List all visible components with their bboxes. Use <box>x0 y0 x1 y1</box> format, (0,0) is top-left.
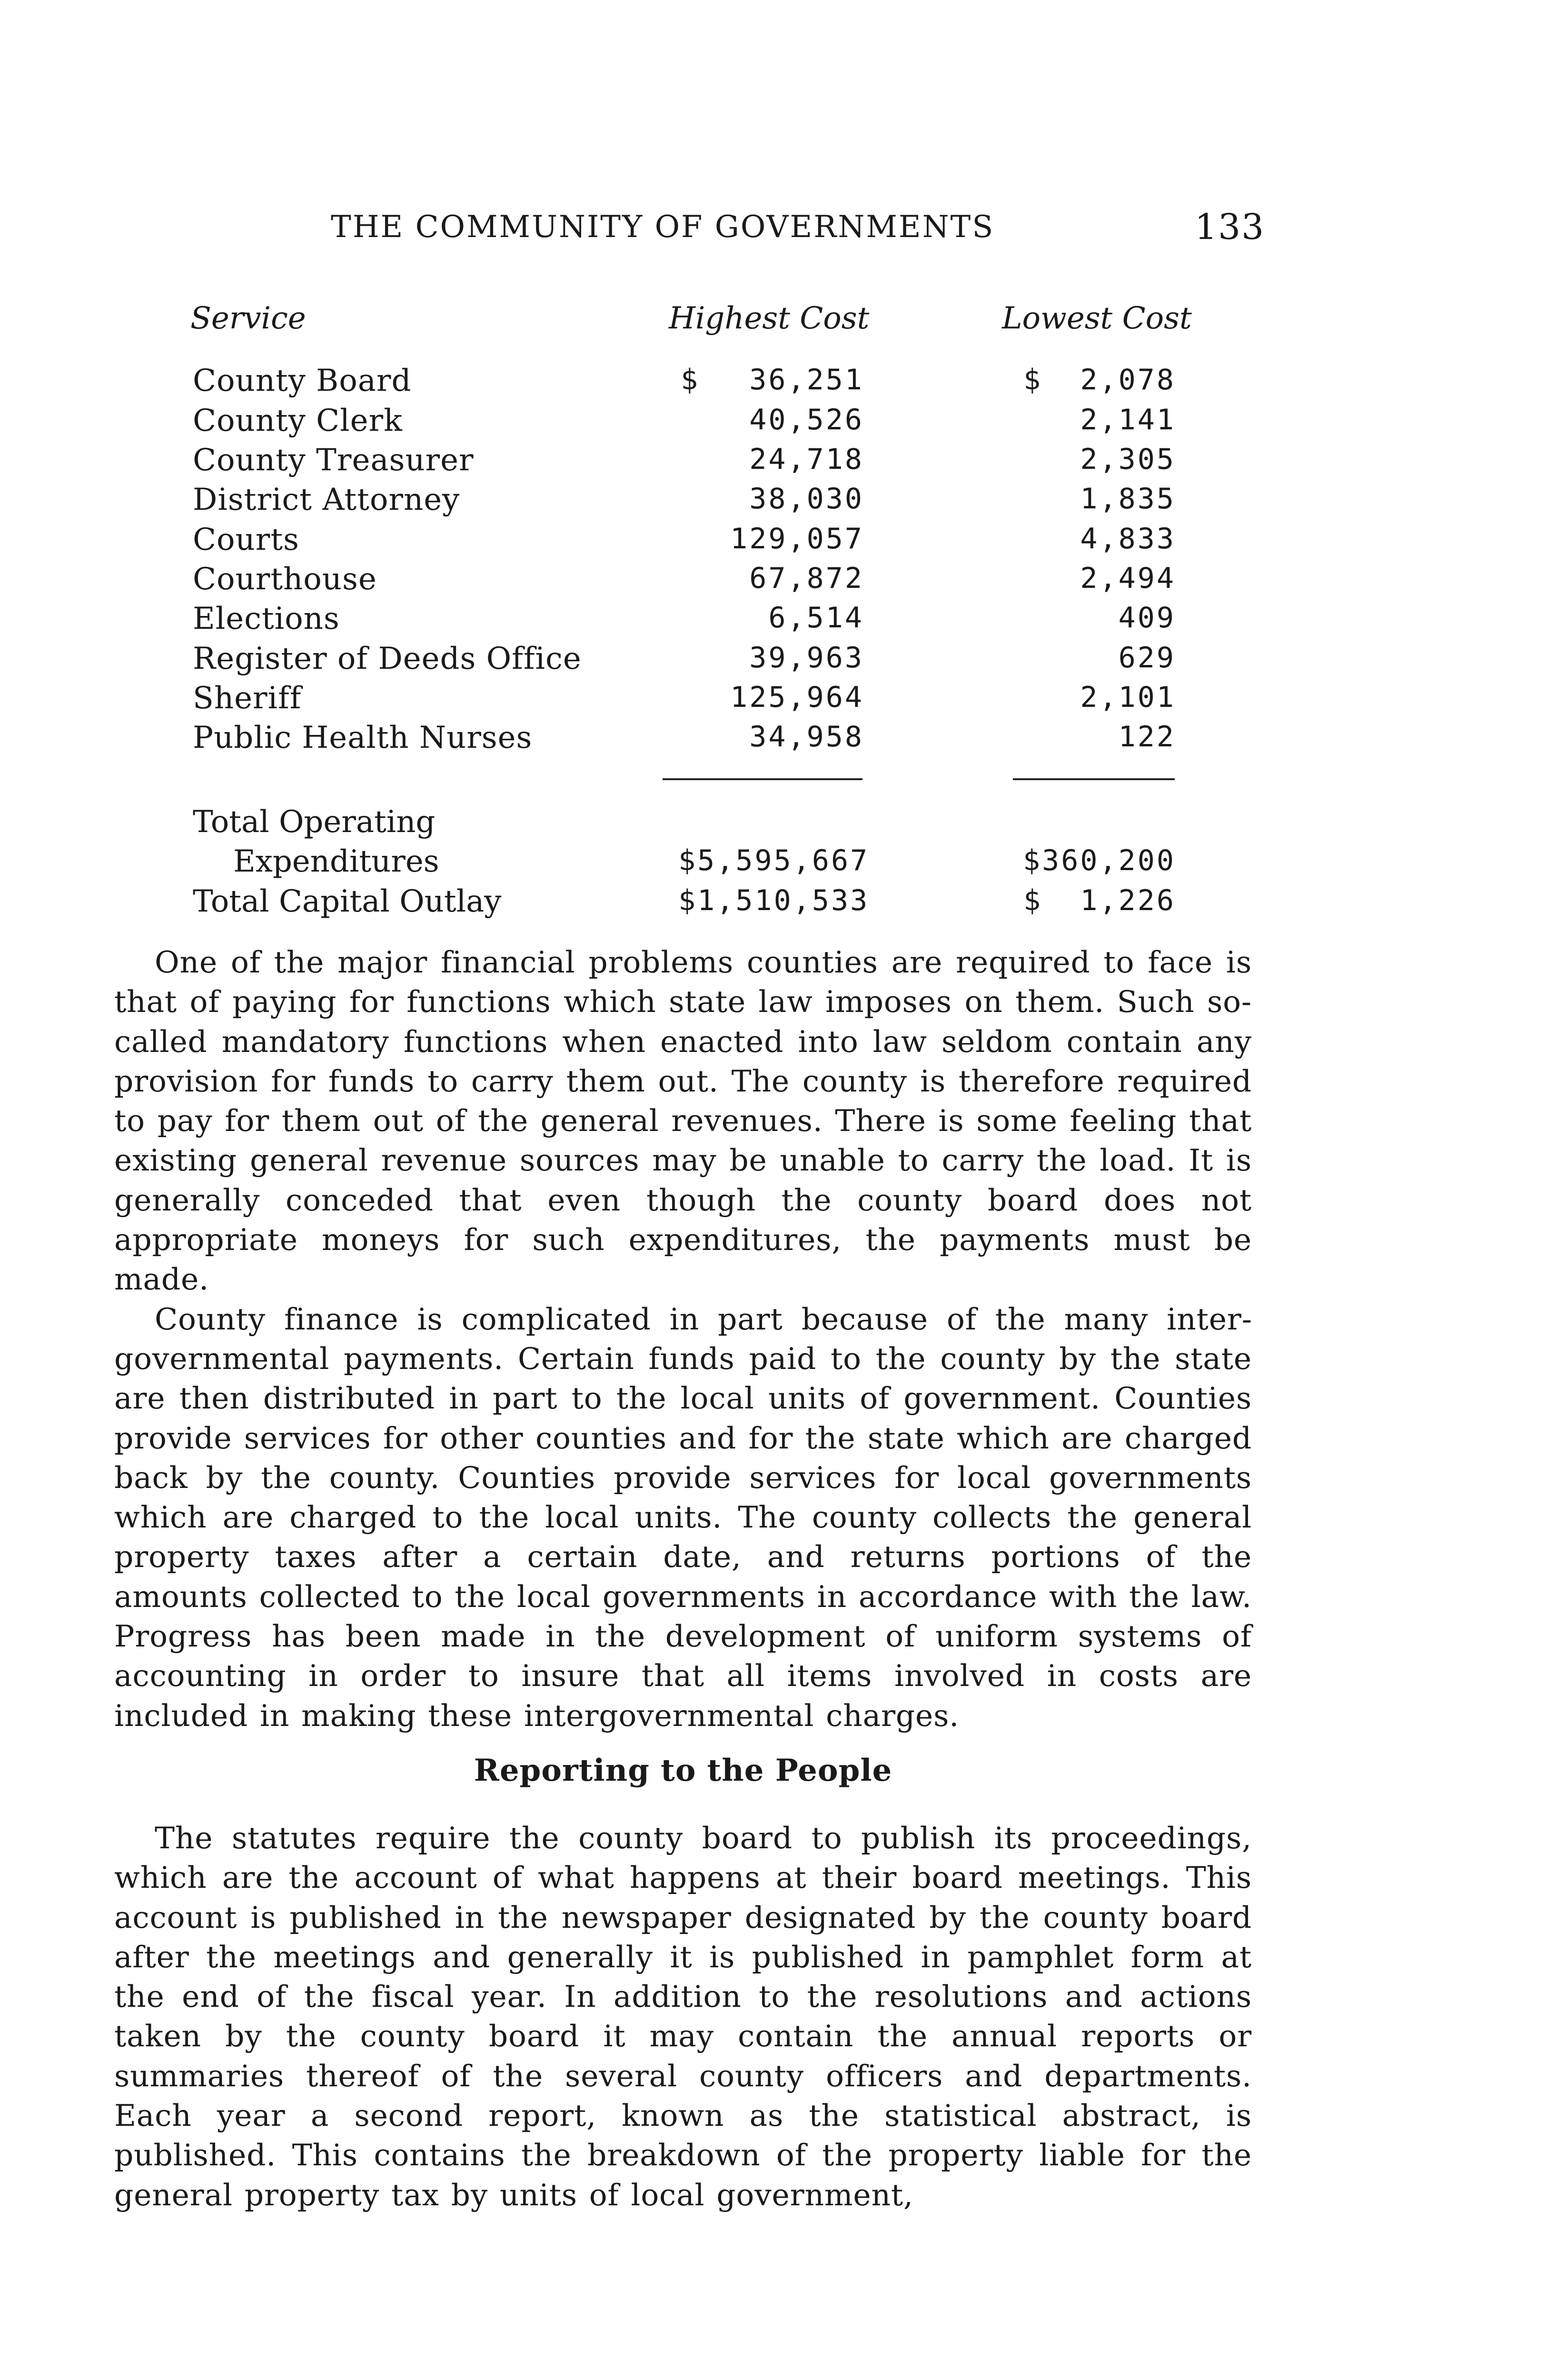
currency-symbol: $ <box>681 363 698 397</box>
service-name: Sheriff <box>193 681 302 716</box>
table-row <box>0 403 1546 443</box>
service-name: County Treasurer <box>193 443 474 478</box>
service-name: Register of Deeds Office <box>193 641 582 676</box>
total-rule-lowest <box>1013 778 1175 780</box>
service-name: County Clerk <box>193 403 403 438</box>
service-name: Elections <box>193 601 340 636</box>
paragraph-county-finance: County finance is complicated in part because of the many intergovernmental payments. Certain funds paid to the county by the state are then distributed in part to the local units of government. Counties provide services for other counties and for the state which are charged back by the county. Counties provide services for local governments which are charged to the local units. The county collects the general property taxes after a certain date, and returns portions of the amounts collected to the local governments in accordance with the law. Progress has been made in the development of uniform systems of accounting in order to insure that all items involved in costs are included in making these intergovernmental charges. <box>114 1301 1252 1733</box>
total-rule-highest <box>663 778 862 780</box>
total-capital-highest: $1,510,533 <box>678 884 870 917</box>
table-row <box>0 562 1546 602</box>
paragraph-mandatory-functions: One of the major financial problems counties are required to face is that of paying for functions which state law imposes on them. Such so-called mandatory functions when enacted into law seldom contain any provision for funds to carry them out. The county is therefore required to pay for them out of the general revenues. There is some feeling that existing general revenue sources may be unable to carry the load. It is generally conceded that even though the county board does not appropriate moneys for such expenditures, the payments must be made. <box>114 945 1252 1297</box>
cost-table <box>0 0 1546 933</box>
total-operating-lowest: $360,200 <box>1023 844 1176 877</box>
total-capital-label: Total Capital Outlay <box>193 884 502 919</box>
table-row <box>0 641 1546 681</box>
lowest-cost-value: 2,141 <box>1080 403 1176 436</box>
table-row <box>0 482 1546 522</box>
service-name: Public Health Nurses <box>193 720 533 755</box>
highest-cost-value: 6,514 <box>768 601 864 635</box>
lowest-cost-value: 1,835 <box>1080 482 1176 516</box>
lowest-cost-value: 2,101 <box>1080 681 1176 714</box>
highest-cost-value: 24,718 <box>749 443 864 476</box>
highest-cost-value: 36,251 <box>749 363 864 397</box>
column-header-highest-cost: Highest Cost <box>669 301 870 336</box>
lowest-cost-value: 2,305 <box>1080 443 1176 476</box>
lowest-cost-value: 4,833 <box>1080 522 1176 555</box>
highest-cost-value: 39,963 <box>749 641 864 674</box>
lowest-cost-value: 2,494 <box>1080 562 1176 595</box>
currency-symbol: $ <box>1023 363 1041 397</box>
page-number: 133 <box>1195 207 1265 248</box>
highest-cost-value: 125,964 <box>730 681 864 714</box>
highest-cost-value: 67,872 <box>749 562 864 595</box>
table-row <box>0 443 1546 483</box>
highest-cost-value: 34,958 <box>749 720 864 754</box>
table-row <box>0 363 1546 403</box>
table-row <box>0 681 1546 721</box>
table-row <box>0 720 1546 760</box>
service-name: District Attorney <box>193 482 460 517</box>
paragraph-reporting: The statutes require the county board to publish its proceedings, which are the account of what happens at their board meetings. This account is published in the newspaper designated by the county board after the meetings and generally it is published in pamphlet form at the end of the fiscal year. In addition to the resolutions and actions taken by the county board it may contain the annual reports or summaries thereof of the several county officers and departments. Each year a second report, known as the statistical abstract, is published. This contains the breakdown of the property liable for the general property tax by units of local government, <box>114 1821 1252 2212</box>
lowest-cost-value: 2,078 <box>1080 363 1176 397</box>
service-name: County Board <box>193 363 412 398</box>
running-title: THE COMMUNITY OF GOVERNMENTS <box>331 209 995 245</box>
highest-cost-value: 38,030 <box>749 482 864 516</box>
highest-cost-value: 40,526 <box>749 403 864 436</box>
column-header-lowest-cost: Lowest Cost <box>1002 301 1192 336</box>
lowest-cost-value: 122 <box>1118 720 1176 754</box>
total-capital-lowest: 1,226 <box>1080 884 1176 917</box>
body-text-block <box>114 1818 1252 2215</box>
body-text-block <box>114 942 1252 1735</box>
highest-cost-value: 129,057 <box>730 522 864 555</box>
lowest-cost-value: 409 <box>1118 601 1176 635</box>
lowest-cost-value: 629 <box>1118 641 1176 674</box>
total-operating-label-continued: Expenditures <box>233 844 439 879</box>
column-header-service: Service <box>190 301 306 336</box>
section-heading: Reporting to the People <box>474 1753 892 1788</box>
total-operating-highest: $5,595,667 <box>678 844 870 877</box>
service-name: Courts <box>193 522 299 557</box>
currency-symbol: $ <box>1023 884 1041 917</box>
service-name: Courthouse <box>193 562 377 597</box>
table-row <box>0 522 1546 562</box>
table-row <box>0 601 1546 641</box>
total-operating-label: Total Operating <box>193 804 436 840</box>
